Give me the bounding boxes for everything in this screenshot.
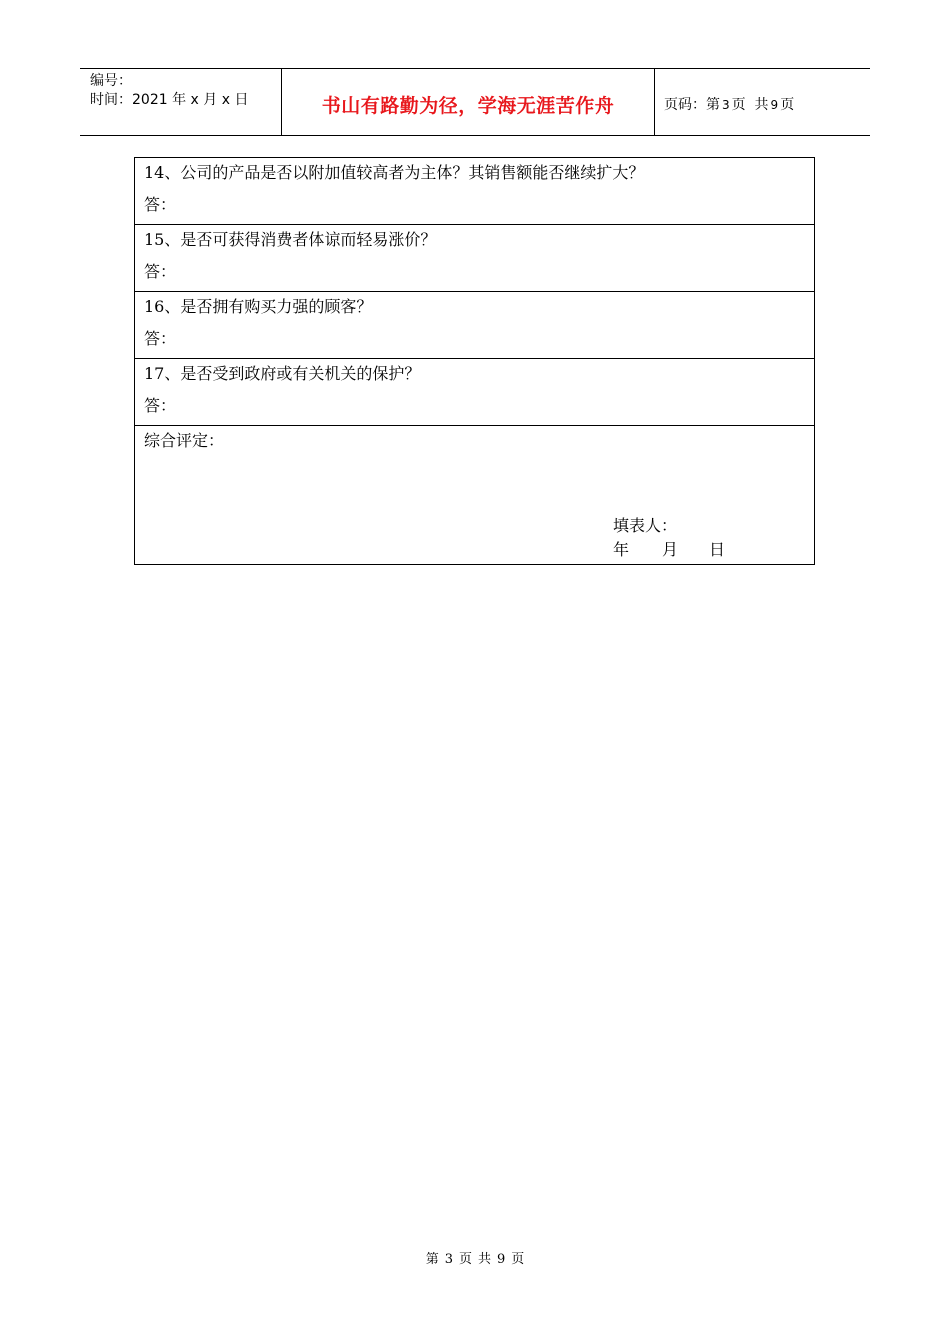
question-text: 16、是否拥有购买力强的顾客？ <box>144 297 373 316</box>
header-page-indicator <box>664 94 794 114</box>
page-footer <box>0 1248 950 1267</box>
page-prefix: 页码：第 <box>664 97 720 113</box>
page-mid: 页 共 <box>731 97 769 113</box>
answer-label: 答： <box>144 396 177 415</box>
answer-label: 答： <box>144 262 177 281</box>
question-row <box>135 158 815 225</box>
question-text: 15、是否可获得消费者体谅而轻易涨价？ <box>144 230 437 249</box>
footer-current: 3 <box>444 1252 453 1267</box>
header-bottom-rule <box>80 135 870 136</box>
footer-gong: 共 <box>478 1252 492 1267</box>
page-suffix: 页 <box>780 97 795 113</box>
filler-block <box>613 514 725 562</box>
page-current: 3 <box>722 98 730 112</box>
question-text: 17、是否受到政府或有关机关的保护？ <box>144 364 421 383</box>
question-row <box>135 359 815 426</box>
serial-label: 编号： <box>90 73 132 89</box>
summary-row <box>135 426 815 565</box>
header-motto: 书山有路勤为径，学海无涯苦作舟 <box>321 95 615 117</box>
summary-label: 综合评定： <box>144 431 225 450</box>
question-cell <box>135 359 815 426</box>
summary-cell <box>135 426 815 565</box>
evaluation-form-table <box>134 157 815 565</box>
question-cell <box>135 225 815 292</box>
question-cell <box>135 292 815 359</box>
question-text: 14、公司的产品是否以附加值较高者为主体？其销售额能否继续扩大？ <box>144 163 645 182</box>
question-row <box>135 225 815 292</box>
header-info <box>90 72 248 110</box>
date-line <box>613 538 725 562</box>
question-cell <box>135 158 815 225</box>
footer-ye: 页 <box>458 1252 472 1267</box>
month-label: 月 <box>662 540 679 559</box>
header-divider-right <box>654 68 655 136</box>
footer-ye-end: 页 <box>511 1252 525 1267</box>
page-total: 9 <box>770 98 779 112</box>
day-label: 日 <box>709 540 726 559</box>
question-row <box>135 292 815 359</box>
header-top-rule <box>80 68 870 69</box>
footer-di: 第 <box>425 1252 439 1267</box>
time-label: 时间：2021 年 x 月 x 日 <box>90 92 249 108</box>
filler-label: 填表人： <box>613 516 678 535</box>
year-label: 年 <box>613 540 630 559</box>
footer-total: 9 <box>497 1252 506 1267</box>
answer-label: 答： <box>144 329 177 348</box>
answer-label: 答： <box>144 195 177 214</box>
